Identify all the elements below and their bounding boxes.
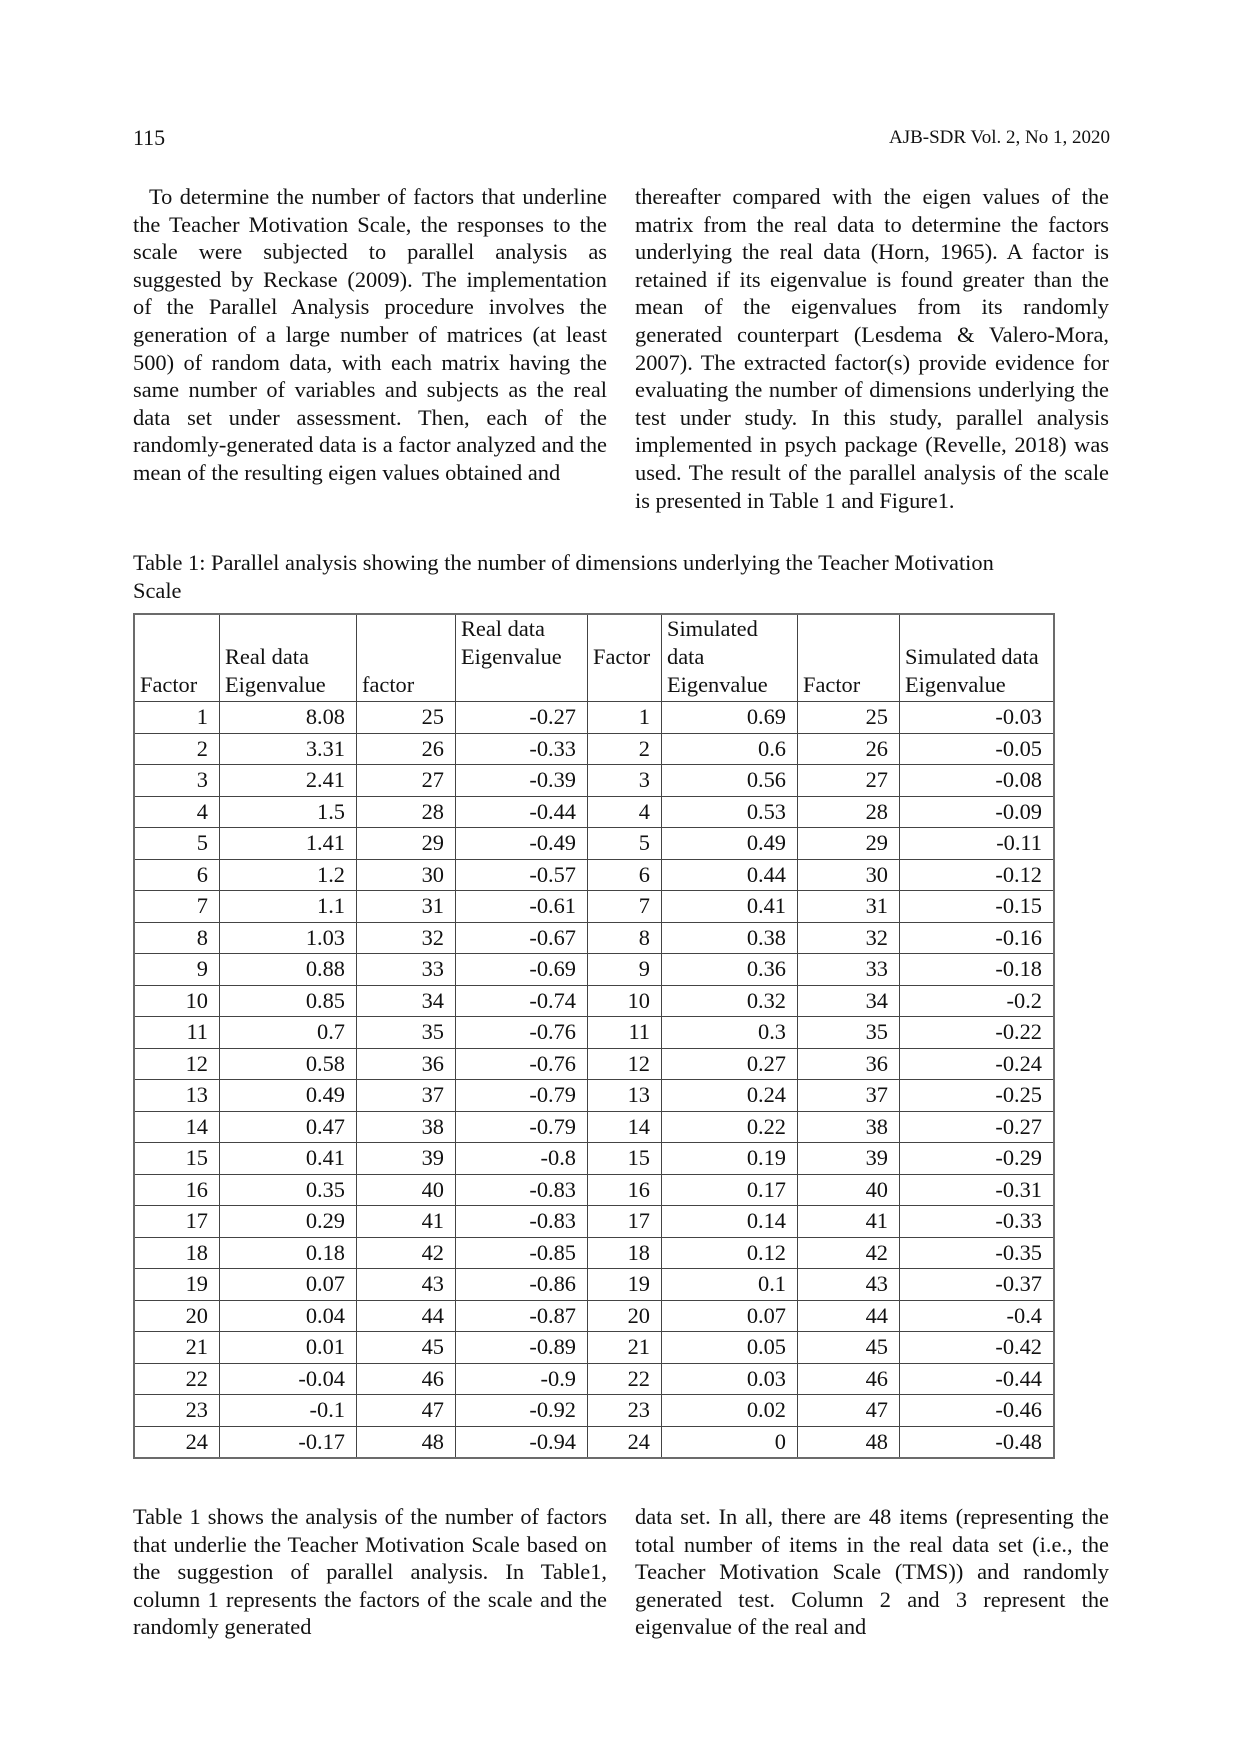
- table-cell: 0.1: [662, 1269, 798, 1301]
- table-cell: 34: [798, 985, 900, 1017]
- table-cell: 0.49: [220, 1080, 357, 1112]
- table-cell: 42: [798, 1237, 900, 1269]
- table-caption: Table 1: Parallel analysis showing the number of dimensions underlying the Teacher Motivation Scale: [133, 550, 994, 603]
- table-cell: 17: [134, 1206, 220, 1238]
- table-cell: 48: [357, 1426, 456, 1458]
- table-cell: 26: [357, 733, 456, 765]
- table-cell: 4: [134, 796, 220, 828]
- table-cell: -0.2: [900, 985, 1055, 1017]
- table-cell: 0.18: [220, 1237, 357, 1269]
- table-cell: 46: [357, 1363, 456, 1395]
- table-cell: 0.03: [662, 1363, 798, 1395]
- table-cell: -0.92: [456, 1395, 588, 1427]
- table-cell: 39: [798, 1143, 900, 1175]
- table-cell: 0.17: [662, 1174, 798, 1206]
- table-cell: 7: [134, 891, 220, 923]
- table-cell: -0.05: [900, 733, 1055, 765]
- table-row: [134, 1174, 1054, 1206]
- table-cell: 18: [588, 1237, 662, 1269]
- intro-paragraph-right: thereafter compared with the eigen values of the matrix from the real data to determine the factors underlying the real data (Horn, 1965). A factor is retained if its eigenvalue is found greater than the mean of the eigenvalues from its randomly generated counterpart (Lesdema & Valero-Mora, 2007). The extracted factor(s) provide evidence for evaluating the number of dimensions underlying the test under study. In this study, parallel analysis implemented in psych package (Revelle, 2018) was used. The result of the parallel analysis of the scale is presented in Table 1 and Figure1.: [635, 184, 1109, 513]
- table-row: [134, 1237, 1054, 1269]
- table-cell: 11: [588, 1017, 662, 1049]
- table-row: [134, 765, 1054, 797]
- discussion-left-column: [133, 1503, 607, 1641]
- table-cell: -0.61: [456, 891, 588, 923]
- table-cell: 40: [798, 1174, 900, 1206]
- table-cell: 17: [588, 1206, 662, 1238]
- table-cell: 0.7: [220, 1017, 357, 1049]
- parallel-analysis-table: [133, 613, 1055, 1459]
- table-row: [134, 1426, 1054, 1458]
- table-cell: 23: [588, 1395, 662, 1427]
- table-cell: 12: [588, 1048, 662, 1080]
- table-row: [134, 702, 1054, 734]
- table-cell: 1: [588, 702, 662, 734]
- table-cell: -0.39: [456, 765, 588, 797]
- table-cell: -0.48: [900, 1426, 1055, 1458]
- intro-left-column: [133, 183, 607, 487]
- table-cell: 0.35: [220, 1174, 357, 1206]
- intro-right-column: [635, 183, 1109, 514]
- table-cell: 35: [357, 1017, 456, 1049]
- table-cell: -0.03: [900, 702, 1055, 734]
- table-cell: 11: [134, 1017, 220, 1049]
- table-cell: 12: [134, 1048, 220, 1080]
- table-cell: 0.05: [662, 1332, 798, 1364]
- table-cell: 5: [588, 828, 662, 860]
- table-cell: 41: [798, 1206, 900, 1238]
- table-cell: 1: [134, 702, 220, 734]
- table-cell: 42: [357, 1237, 456, 1269]
- table-cell: 27: [798, 765, 900, 797]
- table-cell: 14: [134, 1111, 220, 1143]
- table-cell: 21: [588, 1332, 662, 1364]
- table-cell: -0.8: [456, 1143, 588, 1175]
- table-cell: 0.07: [220, 1269, 357, 1301]
- table-cell: 45: [357, 1332, 456, 1364]
- table-cell: 0.56: [662, 765, 798, 797]
- table-cell: 0.02: [662, 1395, 798, 1427]
- table-row: [134, 1048, 1054, 1080]
- table-cell: 0.32: [662, 985, 798, 1017]
- table-row: [134, 1395, 1054, 1427]
- table-row: [134, 1206, 1054, 1238]
- table-cell: 20: [134, 1300, 220, 1332]
- table-cell: -0.4: [900, 1300, 1055, 1332]
- table-cell: 0.88: [220, 954, 357, 986]
- table-cell: -0.76: [456, 1017, 588, 1049]
- table-cell: 28: [357, 796, 456, 828]
- table-row: [134, 1111, 1054, 1143]
- table-cell: -0.85: [456, 1237, 588, 1269]
- table-cell: 22: [588, 1363, 662, 1395]
- table-row: [134, 859, 1054, 891]
- table-row: [134, 1017, 1054, 1049]
- table-cell: -0.69: [456, 954, 588, 986]
- table-cell: 3: [588, 765, 662, 797]
- table-row: [134, 1080, 1054, 1112]
- table-cell: 25: [798, 702, 900, 734]
- table-cell: 0.22: [662, 1111, 798, 1143]
- table-cell: -0.87: [456, 1300, 588, 1332]
- table-cell: 23: [134, 1395, 220, 1427]
- table-cell: -0.18: [900, 954, 1055, 986]
- table-cell: 41: [357, 1206, 456, 1238]
- table-cell: 29: [798, 828, 900, 860]
- table-cell: 1.2: [220, 859, 357, 891]
- table-cell: -0.74: [456, 985, 588, 1017]
- table-cell: 3.31: [220, 733, 357, 765]
- table-cell: -0.42: [900, 1332, 1055, 1364]
- header-factor-2: factor: [357, 614, 456, 702]
- table-cell: 1.1: [220, 891, 357, 923]
- table-cell: -0.11: [900, 828, 1055, 860]
- table-cell: -0.79: [456, 1080, 588, 1112]
- table-row: [134, 796, 1054, 828]
- table-cell: 46: [798, 1363, 900, 1395]
- table-cell: 48: [798, 1426, 900, 1458]
- table-cell: 0.58: [220, 1048, 357, 1080]
- table-row: [134, 1269, 1054, 1301]
- table-cell: -0.83: [456, 1174, 588, 1206]
- table-row: [134, 891, 1054, 923]
- page-number: 115: [133, 125, 166, 150]
- table-cell: 28: [798, 796, 900, 828]
- table-cell: 0.24: [662, 1080, 798, 1112]
- table-cell: -0.76: [456, 1048, 588, 1080]
- table-cell: 22: [134, 1363, 220, 1395]
- table-cell: -0.86: [456, 1269, 588, 1301]
- table-cell: 31: [798, 891, 900, 923]
- table-cell: 13: [134, 1080, 220, 1112]
- table-cell: 0.49: [662, 828, 798, 860]
- table-cell: 32: [798, 922, 900, 954]
- table-cell: 1.03: [220, 922, 357, 954]
- table-cell: 18: [134, 1237, 220, 1269]
- table-cell: 15: [588, 1143, 662, 1175]
- table-cell: 45: [798, 1332, 900, 1364]
- table-row: [134, 922, 1054, 954]
- table-cell: 24: [588, 1426, 662, 1458]
- table-cell: -0.12: [900, 859, 1055, 891]
- table-cell: -0.08: [900, 765, 1055, 797]
- table-cell: 36: [357, 1048, 456, 1080]
- table-cell: -0.44: [456, 796, 588, 828]
- table-cell: -0.35: [900, 1237, 1055, 1269]
- table-cell: 44: [357, 1300, 456, 1332]
- table-cell: 5: [134, 828, 220, 860]
- table-cell: 16: [134, 1174, 220, 1206]
- table-cell: -0.37: [900, 1269, 1055, 1301]
- table-cell: -0.25: [900, 1080, 1055, 1112]
- table-cell: 1.41: [220, 828, 357, 860]
- table-cell: 16: [588, 1174, 662, 1206]
- table-cell: 7: [588, 891, 662, 923]
- table-cell: 25: [357, 702, 456, 734]
- table-cell: -0.22: [900, 1017, 1055, 1049]
- table-cell: 0.41: [220, 1143, 357, 1175]
- table-cell: -0.1: [220, 1395, 357, 1427]
- header-factor-4: Factor: [798, 614, 900, 702]
- table-cell: 0.07: [662, 1300, 798, 1332]
- table-cell: 0.01: [220, 1332, 357, 1364]
- table-cell: -0.24: [900, 1048, 1055, 1080]
- table-row: [134, 733, 1054, 765]
- table-cell: 32: [357, 922, 456, 954]
- table-cell: 20: [588, 1300, 662, 1332]
- discussion-right-column: [635, 1503, 1109, 1641]
- table-row: [134, 828, 1054, 860]
- table-cell: 19: [134, 1269, 220, 1301]
- table-cell: -0.29: [900, 1143, 1055, 1175]
- table-cell: -0.31: [900, 1174, 1055, 1206]
- table-cell: 34: [357, 985, 456, 1017]
- table-cell: 9: [134, 954, 220, 986]
- table-cell: 0.38: [662, 922, 798, 954]
- page-header: [133, 125, 1110, 153]
- table-cell: 0.47: [220, 1111, 357, 1143]
- table-row: [134, 1332, 1054, 1364]
- table-cell: 8: [588, 922, 662, 954]
- table-cell: -0.57: [456, 859, 588, 891]
- table-cell: 13: [588, 1080, 662, 1112]
- table-cell: 0.27: [662, 1048, 798, 1080]
- table-cell: 2: [588, 733, 662, 765]
- table-cell: 0.3: [662, 1017, 798, 1049]
- table-cell: 33: [798, 954, 900, 986]
- table-row: [134, 954, 1054, 986]
- header-simulated-eigenvalue: Simulated data Eigenvalue: [662, 614, 798, 702]
- table-cell: 35: [798, 1017, 900, 1049]
- table-cell: 0.04: [220, 1300, 357, 1332]
- table-cell: 43: [357, 1269, 456, 1301]
- table-cell: 27: [357, 765, 456, 797]
- table-cell: 36: [798, 1048, 900, 1080]
- table-cell: 38: [357, 1111, 456, 1143]
- header-real-eigenvalue: Real data Eigenvalue: [220, 614, 357, 702]
- table-cell: -0.67: [456, 922, 588, 954]
- table-cell: 31: [357, 891, 456, 923]
- table-cell: 3: [134, 765, 220, 797]
- table-cell: -0.49: [456, 828, 588, 860]
- table-cell: -0.09: [900, 796, 1055, 828]
- table-cell: 0.85: [220, 985, 357, 1017]
- table-row: [134, 1300, 1054, 1332]
- table-row: [134, 1363, 1054, 1395]
- table-cell: 0.14: [662, 1206, 798, 1238]
- discussion-paragraph-right: data set. In all, there are 48 items (representing the total number of items in the real data set (i.e., the Teacher Motivation Scale (TMS)) and randomly generated test. Column 2 and 3 represent the eigenvalue of the real and: [635, 1504, 1109, 1640]
- intro-paragraph-left: To determine the number of factors that underline the Teacher Motivation Scale, the responses to the scale were subjected to parallel analysis as suggested by Reckase (2009). The implementation of the Parallel Analysis procedure involves the generation of a large number of matrices (at least 500) of random data, with each matrix having the same number of variables and subjects as the real data set under assessment. Then, each of the randomly-generated data is a factor analyzed and the mean of the resulting eigen values obtained and: [133, 184, 607, 485]
- header-simulated-eigenvalue-2: Simulated data Eigenvalue: [900, 614, 1055, 702]
- table-cell: 19: [588, 1269, 662, 1301]
- table-cell: -0.89: [456, 1332, 588, 1364]
- table-row: [134, 985, 1054, 1017]
- table-cell: 8: [134, 922, 220, 954]
- table-cell: 15: [134, 1143, 220, 1175]
- table-cell: 0.69: [662, 702, 798, 734]
- table-cell: 26: [798, 733, 900, 765]
- table-cell: 0: [662, 1426, 798, 1458]
- table-cell: -0.33: [900, 1206, 1055, 1238]
- table-cell: 40: [357, 1174, 456, 1206]
- table-cell: 39: [357, 1143, 456, 1175]
- journal-citation: AJB-SDR Vol. 2, No 1, 2020: [888, 127, 1110, 148]
- table-cell: 0.6: [662, 733, 798, 765]
- table-cell: 14: [588, 1111, 662, 1143]
- table-cell: 0.41: [662, 891, 798, 923]
- table-cell: 6: [134, 859, 220, 891]
- table-cell: 47: [798, 1395, 900, 1427]
- table-cell: -0.27: [900, 1111, 1055, 1143]
- table-cell: 2.41: [220, 765, 357, 797]
- table-cell: -0.27: [456, 702, 588, 734]
- header-real-eigenvalue-2: Real data Eigenvalue: [456, 614, 588, 702]
- table-cell: 0.44: [662, 859, 798, 891]
- header-factor: Factor: [134, 614, 220, 702]
- table-body: [134, 702, 1054, 1459]
- table-cell: -0.79: [456, 1111, 588, 1143]
- table-cell: 21: [134, 1332, 220, 1364]
- table-cell: -0.44: [900, 1363, 1055, 1395]
- table-row: [134, 1143, 1054, 1175]
- table-cell: -0.16: [900, 922, 1055, 954]
- table-cell: 2: [134, 733, 220, 765]
- header-factor-3: Factor: [588, 614, 662, 702]
- table-cell: 30: [798, 859, 900, 891]
- table-cell: 38: [798, 1111, 900, 1143]
- table-cell: 44: [798, 1300, 900, 1332]
- table-cell: 1.5: [220, 796, 357, 828]
- table-cell: 8.08: [220, 702, 357, 734]
- table-cell: 43: [798, 1269, 900, 1301]
- table-cell: 10: [588, 985, 662, 1017]
- table-cell: -0.9: [456, 1363, 588, 1395]
- table-cell: 0.12: [662, 1237, 798, 1269]
- table-header-row: [134, 614, 1054, 702]
- table-cell: 0.19: [662, 1143, 798, 1175]
- table-cell: 29: [357, 828, 456, 860]
- table-cell: 37: [798, 1080, 900, 1112]
- table-cell: -0.15: [900, 891, 1055, 923]
- table-cell: 47: [357, 1395, 456, 1427]
- table-cell: -0.83: [456, 1206, 588, 1238]
- table-cell: -0.33: [456, 733, 588, 765]
- table-cell: -0.46: [900, 1395, 1055, 1427]
- table-cell: 9: [588, 954, 662, 986]
- table-cell: -0.17: [220, 1426, 357, 1458]
- table-cell: 37: [357, 1080, 456, 1112]
- table-cell: 33: [357, 954, 456, 986]
- table-cell: 0.36: [662, 954, 798, 986]
- table-cell: -0.04: [220, 1363, 357, 1395]
- table-cell: 24: [134, 1426, 220, 1458]
- table-cell: 4: [588, 796, 662, 828]
- table-cell: 6: [588, 859, 662, 891]
- table-cell: 0.53: [662, 796, 798, 828]
- table-cell: -0.94: [456, 1426, 588, 1458]
- table-cell: 10: [134, 985, 220, 1017]
- table-cell: 0.29: [220, 1206, 357, 1238]
- table-cell: 30: [357, 859, 456, 891]
- discussion-paragraph-left: Table 1 shows the analysis of the number of factors that underlie the Teacher Motivation Scale based on the suggestion of parallel analysis. In Table1, column 1 represents the factors of the scale and the randomly generated: [133, 1504, 607, 1640]
